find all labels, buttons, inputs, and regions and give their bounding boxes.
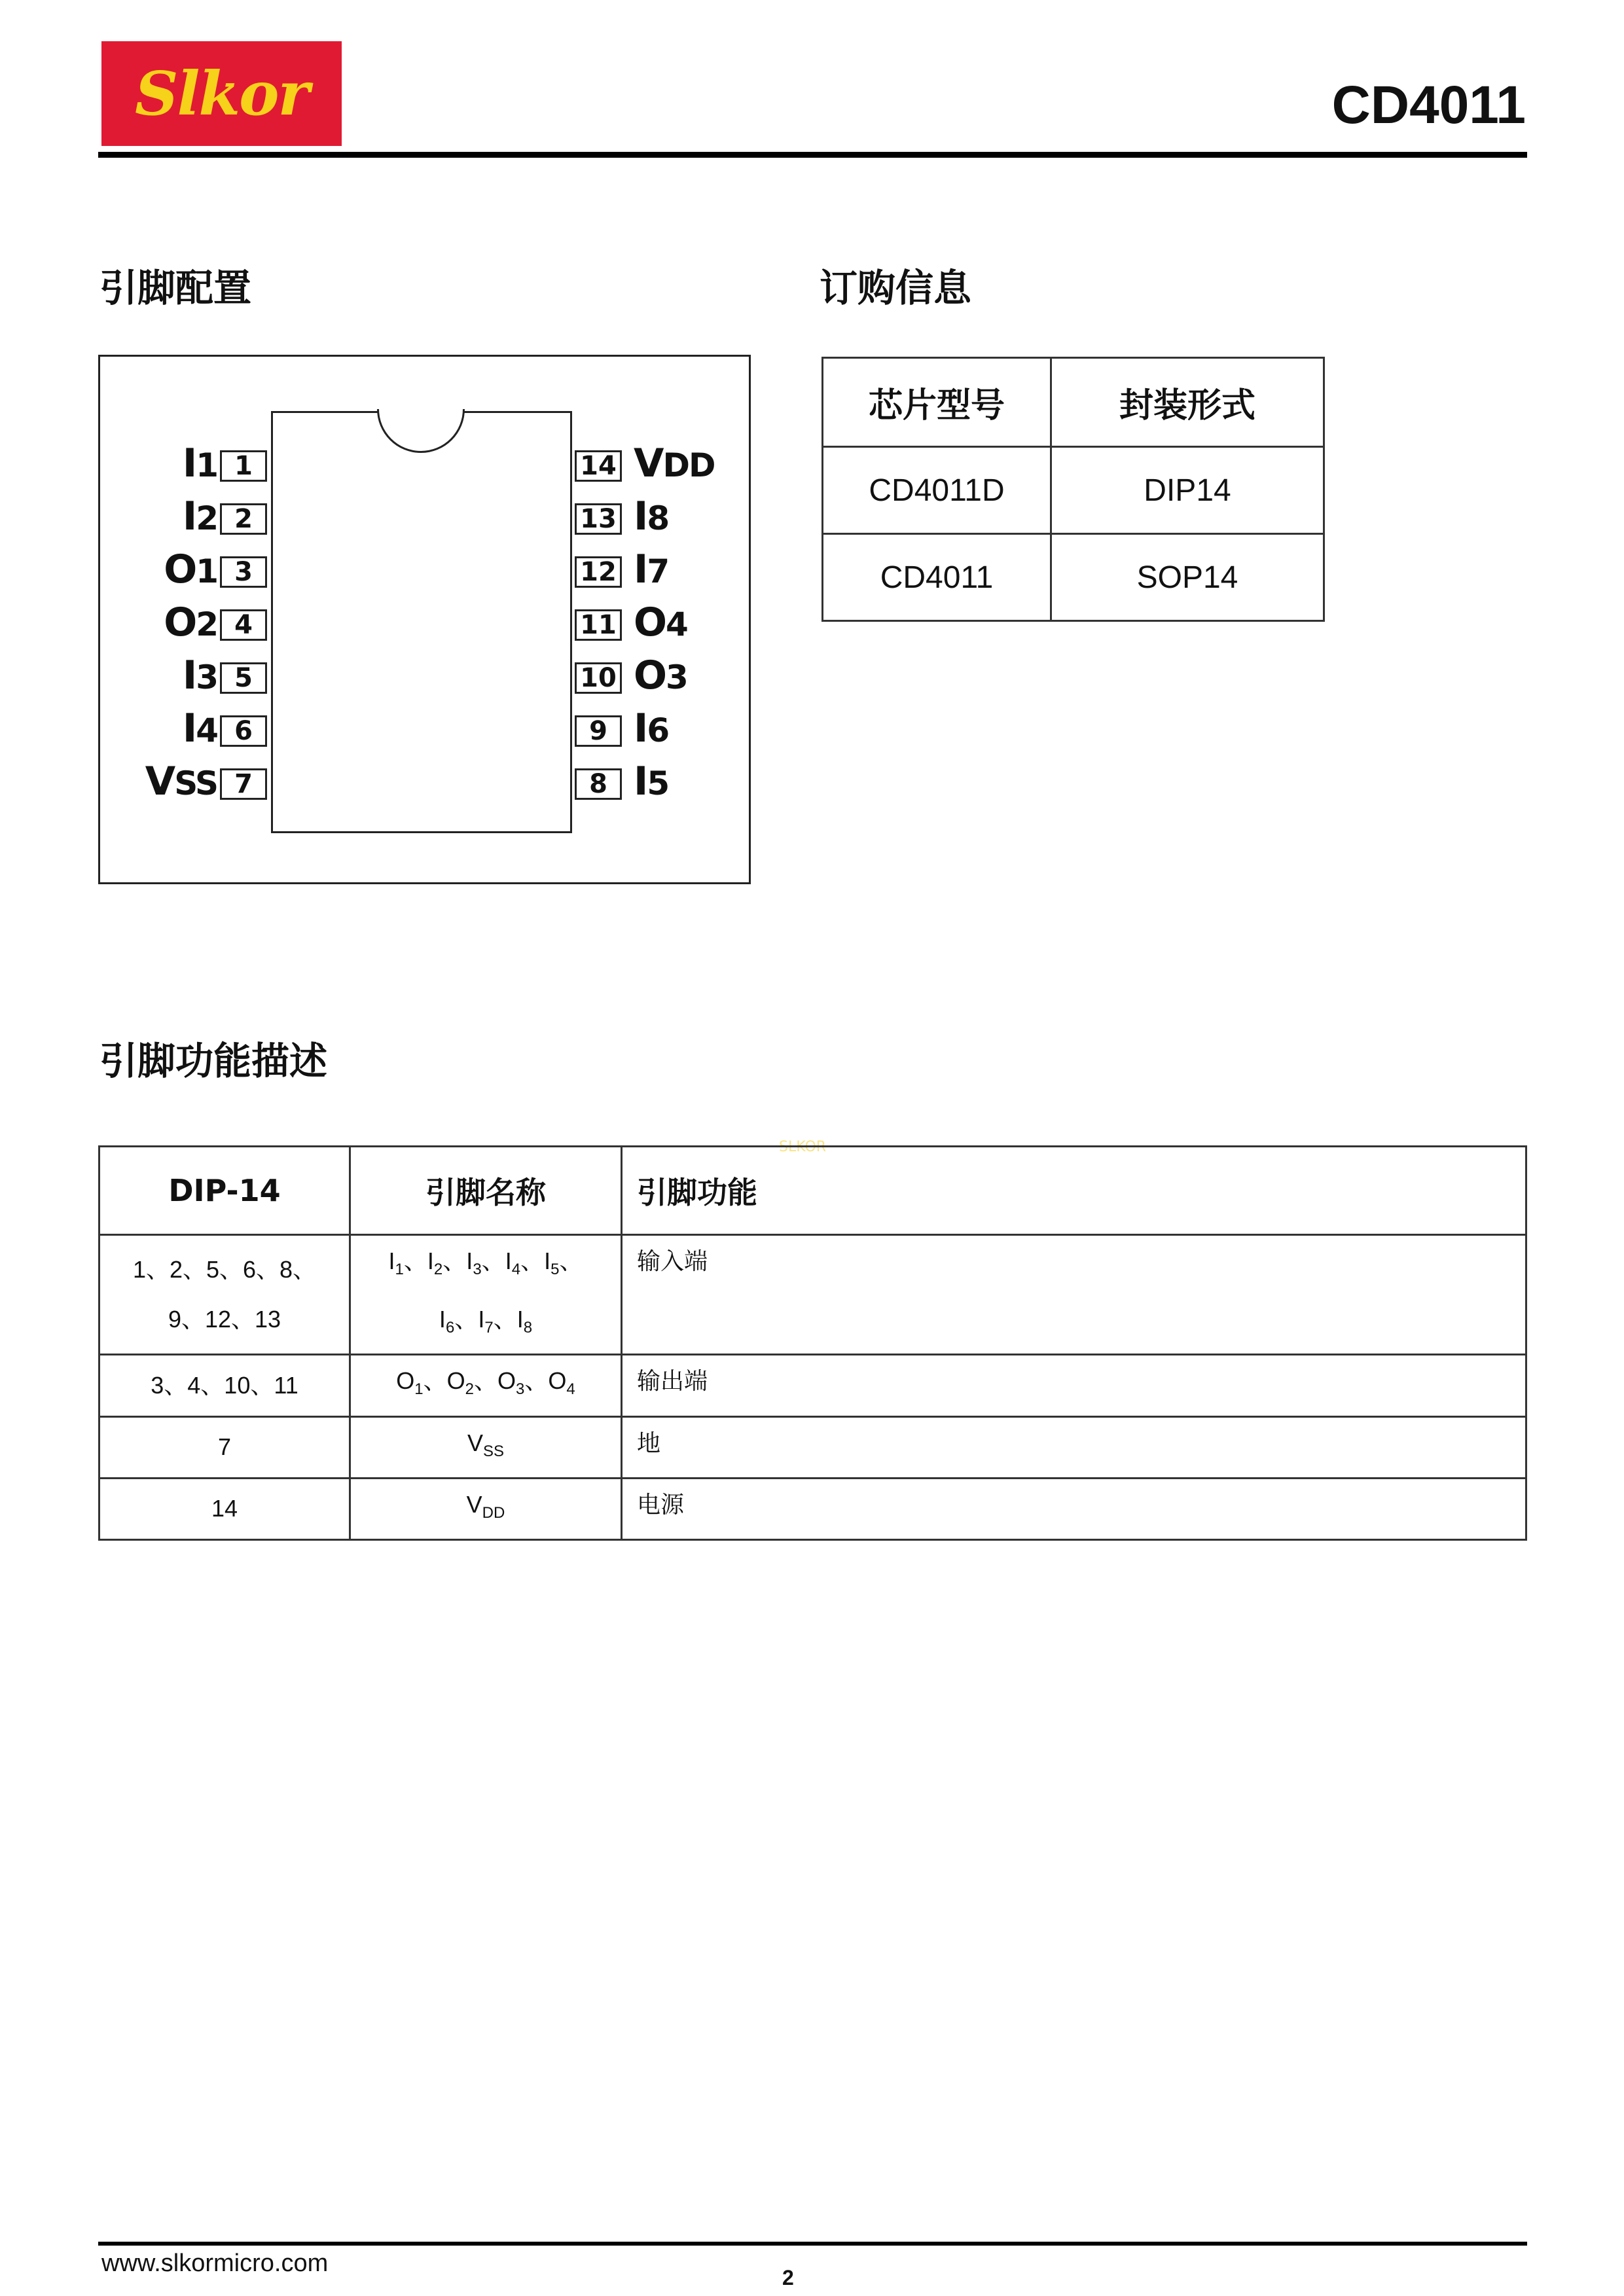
pin-name: $O_3$ <box>497 1367 525 1399</box>
footer-url[interactable]: www.slkormicro.com <box>101 2250 329 2277</box>
pin-function-table <box>98 1145 1527 1541</box>
pin-label: I6 <box>634 706 669 751</box>
pin-number-box: 6 <box>220 715 267 747</box>
pin-name: $I_3$ <box>466 1247 482 1279</box>
pin-name-sub: SS <box>483 1442 505 1460</box>
pin-name: $I_5$ <box>544 1247 560 1279</box>
pin-numbers-line: 1、2、5、6、8、 <box>132 1256 317 1283</box>
cell-pin-names <box>350 1235 622 1355</box>
cell-function: 输入端 <box>622 1235 1526 1355</box>
watermark: SLKOR <box>779 1139 827 1155</box>
pin-number-box: 2 <box>220 503 267 535</box>
pin-number-box: 9 <box>575 715 622 747</box>
pin-label: O2 <box>164 600 217 645</box>
pin-name: $I_8$ <box>516 1306 533 1337</box>
table-row <box>823 447 1324 534</box>
table-row <box>99 1416 1526 1478</box>
pin-number-box: 13 <box>575 503 622 535</box>
pin-label: O1 <box>164 547 217 592</box>
table-row <box>99 1478 1526 1539</box>
pin-name: $I_7$ <box>478 1306 494 1337</box>
pin-number-box: 11 <box>575 609 622 641</box>
cell-pin-numbers: 14 <box>99 1478 350 1539</box>
pin-function-title: 引脚功能描述 <box>99 1039 328 1083</box>
pin-number-box: 10 <box>575 662 622 694</box>
header-chip-model: 芯片型号 <box>823 358 1051 447</box>
pin-number-box: 3 <box>220 556 267 588</box>
pin-names-line: $I_1$、$I_2$、$I_3$、$I_4$、$I_5$、 <box>388 1247 583 1279</box>
pin-label: I3 <box>182 653 217 698</box>
cell-package: SOP14 <box>1051 534 1324 621</box>
pin-name: $O_2$ <box>446 1367 474 1399</box>
table-header-row <box>823 358 1324 447</box>
cell-package: DIP14 <box>1051 447 1324 534</box>
cell-function: 地 <box>622 1416 1526 1478</box>
pin-name: $I_1$ <box>388 1247 404 1279</box>
pin-names-line: $I_6$、$I_7$、$I_8$ <box>439 1306 533 1337</box>
pin-number-box: 4 <box>220 609 267 641</box>
cell-pin-numbers: 7 <box>99 1416 350 1478</box>
pin-number-box: 1 <box>220 450 267 482</box>
pin-label: I5 <box>634 759 669 804</box>
header-package: 封装形式 <box>1051 358 1324 447</box>
cell-function: 电源 <box>622 1478 1526 1539</box>
header-dip14: DIP-14 <box>99 1147 350 1235</box>
cell-model: CD4011D <box>823 447 1051 534</box>
header-pin-function: 引脚功能 <box>622 1147 1526 1235</box>
pin-label: I7 <box>634 547 669 592</box>
header-rule <box>98 152 1527 158</box>
pin-label: I1 <box>182 440 217 486</box>
pin-name-sub: DD <box>482 1503 505 1522</box>
table-row <box>99 1235 1526 1355</box>
page-number: 2 <box>782 2266 794 2289</box>
ordering-title: 订购信息 <box>820 266 972 310</box>
pin-number-box: 12 <box>575 556 622 588</box>
pin-label: I8 <box>634 493 669 539</box>
pin-number-box: 14 <box>575 450 622 482</box>
ordering-table <box>821 357 1325 622</box>
header-pin-name: 引脚名称 <box>350 1147 622 1235</box>
pin-number-box: 7 <box>220 768 267 800</box>
pin-name: V <box>467 1429 483 1456</box>
pin-label: I2 <box>182 493 217 539</box>
table-header-row <box>99 1147 1526 1235</box>
cell-pin-names: $O_1$、$O_2$、$O_3$、$O_4$ <box>350 1355 622 1416</box>
table-row <box>99 1355 1526 1416</box>
chip-body <box>271 411 572 833</box>
pin-number-box: 5 <box>220 662 267 694</box>
pin-label: I4 <box>182 706 217 751</box>
pin-name: $O_4$ <box>548 1367 575 1399</box>
pin-name: $I_4$ <box>505 1247 521 1279</box>
pin-name: $I_6$ <box>439 1306 455 1337</box>
pin-label: VSS <box>145 759 217 804</box>
pin-label: O4 <box>634 600 687 645</box>
cell-pin-numbers: 3、4、10、11 <box>99 1355 350 1416</box>
cell-pin-names <box>350 1416 622 1478</box>
cell-pin-numbers <box>99 1235 350 1355</box>
part-number: CD4011 <box>1331 75 1526 135</box>
logo-text: Slkor <box>135 58 308 129</box>
footer-rule <box>98 2242 1527 2246</box>
pin-name: V <box>466 1490 482 1518</box>
pin-numbers-line: 9、12、13 <box>168 1306 281 1333</box>
pin-number-box: 8 <box>575 768 622 800</box>
cell-function: 输出端 <box>622 1355 1526 1416</box>
pin-name: $O_1$ <box>396 1367 424 1399</box>
cell-model: CD4011 <box>823 534 1051 621</box>
pin-label: VDD <box>634 440 715 486</box>
cell-pin-names <box>350 1478 622 1539</box>
pin-config-title: 引脚配置 <box>99 266 252 310</box>
pin-label: O3 <box>634 653 687 698</box>
table-row <box>823 534 1324 621</box>
brand-logo <box>101 41 342 146</box>
pin-name: $I_2$ <box>427 1247 443 1279</box>
